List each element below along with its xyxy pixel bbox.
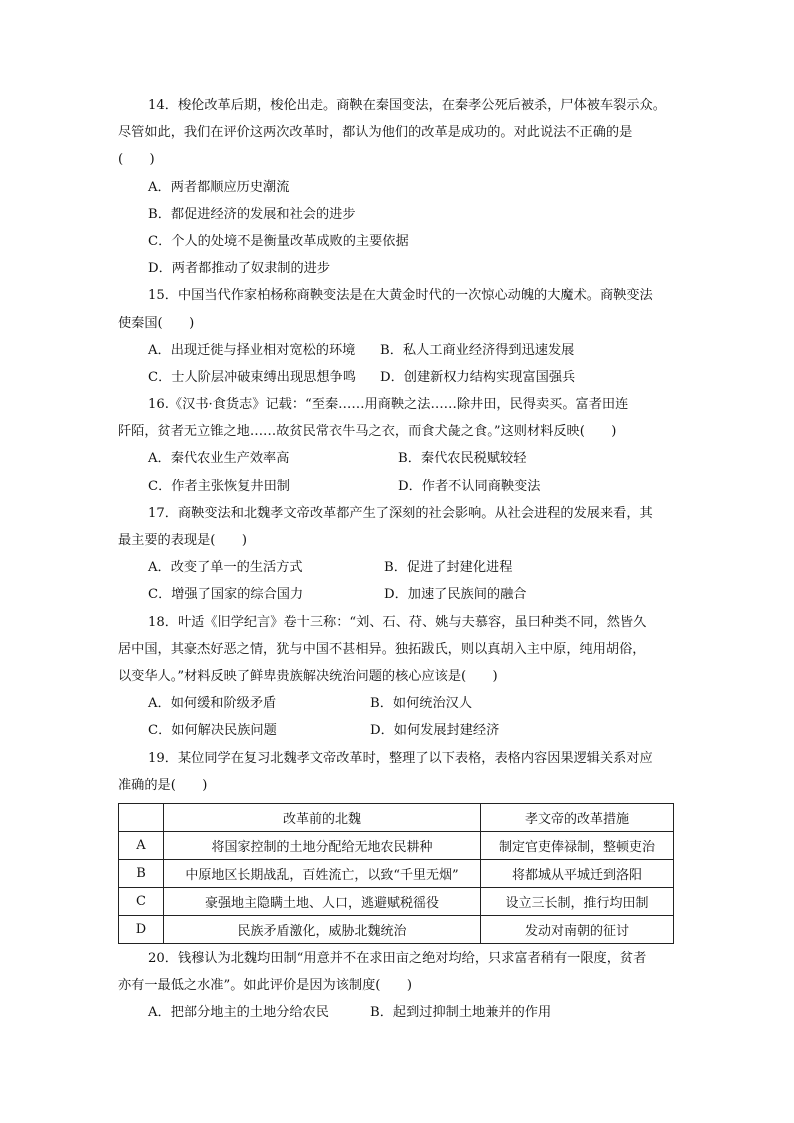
table-row: [119, 831, 674, 859]
table-cell: 设立三长制，推行均田制: [481, 887, 674, 915]
table-cell: 发动对南朝的征讨: [481, 915, 674, 943]
option-row: [118, 690, 676, 717]
table-row: [119, 915, 674, 943]
question-text: 尽管如此，我们在评价这两次改革时，都认为他们的改革是成功的。对此说法不正确的是: [118, 125, 633, 141]
question-text: 19．某位同学在复习北魏孝文帝改革时，整理了以下表格，表格内容因果逻辑关系对应: [148, 750, 653, 766]
option-d: D．作者不认同商鞅变法: [398, 478, 541, 494]
table-cell: A: [119, 831, 164, 859]
table-cell: 将都城从平城迁到洛阳: [481, 859, 674, 887]
question-text: 居中国，其豪杰好恶之情，犹与中国不甚相异。独拓跋氏，则以真胡入主中原，纯用胡俗，: [118, 641, 646, 657]
option-c: C．个人的处境不是衡量改革成败的主要依据: [148, 233, 409, 249]
option-d: D．加速了民族间的融合: [384, 587, 527, 603]
option-a: A．出现迁徙与择业相对宽松的环境: [148, 342, 356, 358]
option-row: [118, 364, 676, 391]
reform-table: [118, 803, 674, 944]
option-a: A．如何缓和阶级矛盾: [148, 696, 277, 712]
option-d: D．两者都推动了奴隶制的进步: [148, 261, 331, 277]
question-19: [118, 745, 676, 944]
option-c: C．增强了国家的综合国力: [148, 587, 304, 603]
question-18: [118, 609, 676, 745]
question-16: [118, 391, 676, 500]
option-row: [118, 337, 676, 364]
table-cell: 制定官吏俸禄制，整顿吏治: [481, 831, 674, 859]
question-text: 阡陌，贫者无立锥之地……故贫民常衣牛马之衣，而食犬彘之食。”这则材料反映( ): [118, 424, 617, 440]
table-header-row: [119, 803, 674, 831]
option-c: C．作者主张恢复井田制: [148, 478, 290, 494]
option-a: A．秦代农业生产效率高: [148, 451, 290, 467]
table-cell: 中原地区长期战乱，百姓流亡，以致“千里无烟”: [164, 859, 481, 887]
table-header-cell: [119, 803, 164, 831]
table-header-cell: 孝文帝的改革措施: [481, 803, 674, 831]
question-text: 16.《汉书·食货志》记载：“至秦……用商鞅之法……除井田，民得卖买。富者田连: [148, 397, 629, 413]
option-b: B．都促进经济的发展和社会的进步: [148, 206, 356, 222]
option-c: C．如何解决民族问题: [148, 723, 277, 739]
option-row: [118, 717, 676, 744]
option-b: B．如何统治汉人: [370, 696, 473, 712]
table-row: [119, 887, 674, 915]
option-d: D．创建新权力结构实现富国强兵: [380, 369, 576, 385]
table-cell: C: [119, 887, 164, 915]
option-row: [118, 581, 676, 608]
option-b: B．秦代农民税赋较轻: [398, 451, 527, 467]
option-row: [118, 445, 676, 472]
question-text: 使秦国( ): [118, 315, 195, 331]
option-c: C．士人阶层冲破束缚出现思想争鸣: [148, 369, 356, 385]
option-a: A．改变了单一的生活方式: [148, 560, 303, 576]
table-row: [119, 859, 674, 887]
question-text: 18．叶适《旧学纪言》卷十三称：“刘、石、苻、姚与夫慕容，虽曰种类不同，然皆久: [148, 614, 647, 630]
option-row: [118, 554, 676, 581]
table-cell: D: [119, 915, 164, 943]
question-20: [118, 945, 676, 1027]
answer-blank: ( ): [118, 152, 155, 168]
question-text: 亦有一最低之水准”。如此评价是因为该制度( ): [118, 978, 412, 994]
option-b: B．促进了封建化进程: [384, 560, 513, 576]
question-text: 最主要的表现是( ): [118, 533, 247, 548]
question-text: 15．中国当代作家柏杨称商鞅变法是在大黄金时代的一次惊心动魄的大魔术。商鞅变法: [148, 288, 653, 304]
option-row: [118, 999, 676, 1026]
table-cell: 豪强地主隐瞒土地、人口，逃避赋税徭役: [164, 887, 481, 915]
question-text: 14．梭伦改革后期，梭伦出走。商鞅在秦国变法，在秦孝公死后被杀，尸体被车裂示众。: [148, 98, 666, 113]
option-a: A．把部分地主的土地分给农民: [148, 1005, 329, 1021]
question-text: 准确的是( ): [118, 777, 208, 793]
option-b: B．私人工商业经济得到迅速发展: [380, 342, 575, 358]
table-cell: B: [119, 859, 164, 887]
option-a: A．两者都顺应历史潮流: [148, 179, 290, 195]
option-b: B．起到过抑制土地兼并的作用: [370, 1005, 552, 1021]
question-15: [118, 282, 676, 391]
question-text: 17．商鞅变法和北魏孝文帝改革都产生了深刻的社会影响。从社会进程的发展来看，其: [148, 505, 653, 521]
table-cell: 将国家控制的土地分配给无地农民耕种: [164, 831, 481, 859]
table-header-cell: 改革前的北魏: [164, 803, 481, 831]
option-row: [118, 473, 676, 500]
question-text: 以变华人。”材料反映了鲜卑贵族解决统治问题的核心应该是( ): [118, 668, 498, 684]
table-cell: 民族矛盾激化，威胁北魏统治: [164, 915, 481, 943]
question-text: 20．钱穆认为北魏均田制“用意并不在求田亩之绝对均给，只求富者稍有一限度，贫者: [148, 950, 647, 966]
exam-page: [118, 92, 676, 1026]
option-d: D．如何发展封建经济: [370, 723, 500, 739]
question-14: [118, 92, 676, 282]
question-17: [118, 500, 676, 609]
